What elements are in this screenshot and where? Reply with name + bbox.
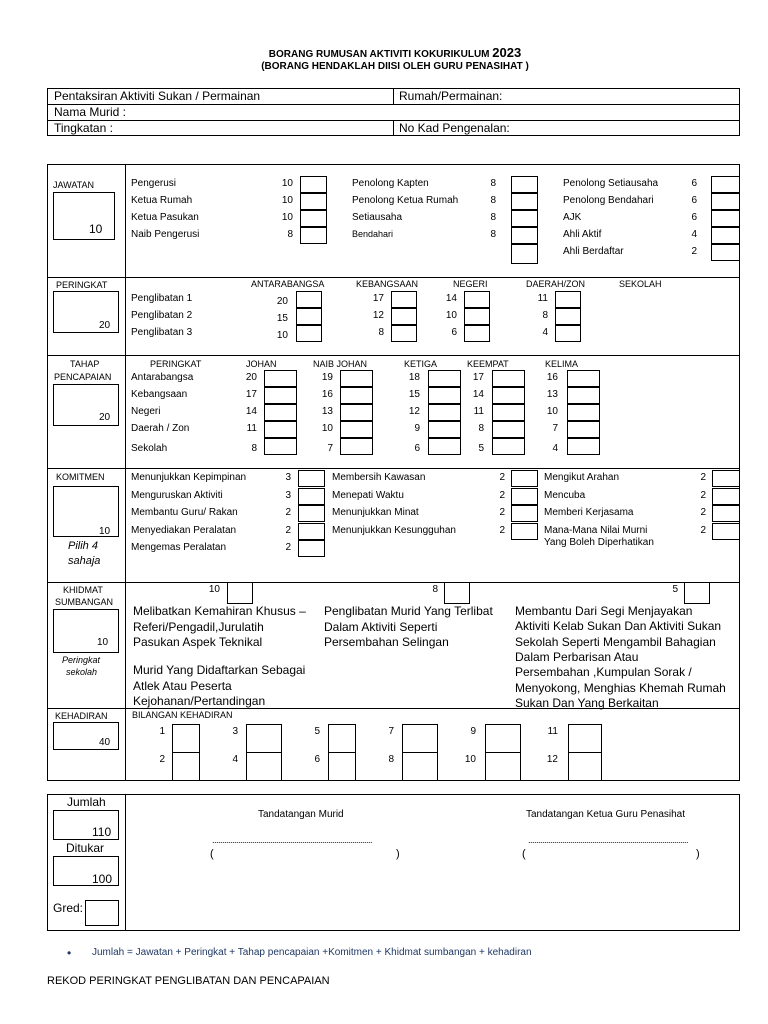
tahap-checkbox[interactable] [340, 387, 373, 404]
tahap-points: 13 [321, 406, 333, 417]
kehadiran-number: 10 [464, 754, 476, 765]
tahap-checkbox[interactable] [567, 421, 600, 438]
tahap-checkbox[interactable] [264, 387, 297, 404]
khidmat-note-2: sekolah [66, 667, 98, 677]
peringkat-label: PERINGKAT [56, 280, 108, 290]
khidmat-label: KHIDMAT [63, 585, 103, 595]
komitmen-checkbox[interactable] [298, 470, 325, 487]
tt-murid-dots[interactable]: ................................................................................ [212, 835, 373, 845]
tt-guru-dots[interactable]: ................................................................................ [528, 835, 689, 845]
jawatan-checkbox[interactable] [711, 193, 740, 210]
tahap-checkbox[interactable] [264, 438, 297, 455]
jawatan-option-points: 6 [691, 212, 697, 223]
kehadiran-number: 7 [388, 726, 394, 737]
peringkat-points: 8 [378, 327, 384, 338]
tahap-checkbox[interactable] [492, 421, 525, 438]
khidmat-desc-line: Persembahan Selingan [324, 635, 449, 649]
tahap-checkbox[interactable] [567, 387, 600, 404]
kehadiran-number: 12 [546, 754, 558, 765]
peringkat-points: 20 [276, 296, 288, 307]
jawatan-option-points: 8 [287, 229, 293, 240]
kehadiran-checkbox[interactable] [328, 724, 356, 753]
tahap-header: PERINGKAT [150, 359, 202, 369]
peringkat-points: 6 [451, 327, 457, 338]
jawatan-option-label: Pengerusi [131, 178, 177, 189]
khidmat-checkbox[interactable] [684, 582, 710, 604]
komitmen-checkbox[interactable] [511, 505, 538, 522]
komitmen-label: KOMITMEN [56, 472, 105, 482]
kehadiran-checkbox[interactable] [568, 752, 602, 781]
komitmen-option-label: Memberi Kerjasama [544, 507, 634, 518]
jawatan-option-label: Ahli Berdaftar [563, 246, 624, 257]
khidmat-checkbox[interactable] [444, 582, 470, 604]
khidmat-desc-line: Persembahan ,Kumpulan Sorak / [515, 665, 692, 680]
tahap-points: 7 [552, 423, 558, 434]
khidmat-note: Peringkat [62, 655, 101, 665]
jawatan-option-points: 8 [490, 195, 496, 206]
tahap-points: 14 [245, 406, 257, 417]
tahap-score: 20 [99, 412, 111, 423]
komitmen-option-label: Membersih Kawasan [332, 472, 426, 483]
komitmen-note-2: sahaja [68, 555, 101, 567]
tahap-checkbox[interactable] [567, 404, 600, 421]
form-subtitle: (BORANG HENDAKLAH DIISI OLEH GURU PENASIHAT ) [261, 61, 529, 72]
jawatan-option-points: 8 [490, 212, 496, 223]
tt-murid-close: ) [396, 848, 400, 860]
peringkat-header: KEBANGSAAN [356, 279, 419, 289]
tahap-header: JOHAN [246, 359, 277, 369]
tahap-points: 20 [245, 372, 257, 383]
peringkat-checkbox[interactable] [296, 325, 322, 342]
jawatan-option-points: 10 [281, 212, 293, 223]
jawatan-checkbox[interactable] [711, 176, 740, 193]
khidmat-points: 5 [672, 584, 678, 595]
komitmen-option-points: 2 [285, 542, 291, 553]
peringkat-points: 15 [276, 313, 288, 324]
jawatan-option-label: Setiausaha [352, 212, 403, 223]
khidmat-checkbox[interactable] [227, 582, 253, 604]
jawatan-option-label: Penolong Kapten [352, 178, 429, 189]
tahap-points: 10 [546, 406, 558, 417]
gred-box[interactable] [85, 900, 119, 926]
komitmen-option-points: 2 [499, 472, 505, 483]
khidmat-points: 8 [432, 584, 438, 595]
kehadiran-checkbox[interactable] [328, 752, 356, 781]
peringkat-checkbox[interactable] [391, 291, 417, 308]
jumlah-label: Jumlah [67, 795, 106, 809]
note-bullet: • [67, 946, 72, 960]
peringkat-checkbox[interactable] [464, 325, 490, 342]
tahap-checkbox[interactable] [567, 370, 600, 387]
jawatan-option-points: 10 [281, 195, 293, 206]
komitmen-option-label: Menunjukkan Kesungguhan [332, 524, 456, 536]
tahap-checkbox[interactable] [340, 438, 373, 455]
kehadiran-score: 40 [99, 737, 111, 748]
tahap-points: 9 [414, 423, 420, 434]
kehadiran-checkbox[interactable] [568, 724, 602, 753]
komitmen-option-points: 2 [700, 489, 706, 501]
komitmen-option-points: 3 [285, 489, 291, 501]
peringkat-checkbox[interactable] [555, 308, 581, 325]
khidmat-desc-line: Sekolah Seperti Mengambil Bahagian [515, 634, 716, 649]
komitmen-option-points: 2 [499, 507, 505, 518]
jawatan-checkbox[interactable] [300, 210, 327, 227]
khidmat-desc-line: Murid Yang Didaftarkan Sebagai [133, 663, 306, 677]
tt-murid-open: ( [210, 848, 214, 860]
komitmen-option-label: Mencuba [544, 489, 586, 501]
komitmen-option-points: 2 [700, 507, 706, 518]
gred-label: Gred: [53, 901, 84, 915]
jawatan-option-points: 8 [490, 178, 496, 189]
komitmen-option-label: Menunjukkan Minat [332, 507, 419, 518]
khidmat-desc-line: Sukan Dan Yang Berkaitan [515, 695, 659, 710]
jawatan-option-label: Ahli Aktif [563, 229, 602, 240]
tahap-header: KETIGA [404, 359, 438, 369]
kehadiran-checkbox[interactable] [402, 724, 438, 753]
kad-pengenalan-field[interactable]: No Kad Pengenalan: [399, 121, 510, 135]
komitmen-option-label: Mana-Mana Nilai Murni [544, 524, 648, 536]
form-year: 2023 [492, 45, 522, 60]
komitmen-checkbox[interactable] [511, 488, 538, 505]
tahap-points: 7 [327, 443, 333, 454]
khidmat-desc-line: Dalam Perbarisan Atau [515, 649, 639, 664]
peringkat-checkbox[interactable] [391, 308, 417, 325]
tahap-points: 16 [321, 389, 333, 400]
jawatan-checkbox[interactable] [300, 176, 327, 193]
tahap-points: 6 [414, 443, 420, 454]
kehadiran-number: 2 [159, 754, 165, 765]
tahap-points: 12 [408, 406, 420, 417]
kehadiran-checkbox[interactable] [485, 752, 521, 781]
jawatan-option-label: Ketua Pasukan [131, 212, 199, 223]
komitmen-option-label: Mengikut Arahan [544, 472, 620, 483]
tahap-checkbox[interactable] [492, 370, 525, 387]
kehadiran-number: 11 [547, 726, 558, 737]
jawatan-checkbox[interactable] [511, 193, 538, 210]
tt-guru-open: ( [522, 848, 526, 860]
jawatan-option-label: AJK [563, 212, 582, 223]
jawatan-option-label: Naib Pengerusi [131, 229, 200, 240]
jawatan-option-label: Penolong Setiausaha [563, 178, 659, 189]
peringkat-header: ANTARABANGSA [251, 279, 325, 289]
komitmen-option-label: Menyediakan Peralatan [131, 524, 237, 536]
komitmen-option-label: Menunjukkan Kepimpinan [131, 472, 247, 483]
tahap-header: KEEMPAT [467, 359, 509, 369]
rumah-field[interactable]: Rumah/Permainan: [399, 89, 503, 103]
form-title-text: BORANG RUMUSAN AKTIVITI KOKURIKULUM [268, 49, 490, 60]
komitmen-option-points: 2 [700, 472, 706, 483]
jawatan-checkbox[interactable] [300, 193, 327, 210]
komitmen-checkbox[interactable] [298, 540, 325, 557]
kehadiran-number: 6 [314, 754, 320, 765]
komitmen-checkbox[interactable] [298, 505, 325, 522]
peringkat-checkbox[interactable] [296, 308, 322, 325]
tahap-row-label: Daerah / Zon [131, 423, 190, 434]
tahap-points: 11 [246, 423, 257, 434]
peringkat-row-label: Penglibatan 2 [131, 310, 193, 321]
tahap-points: 13 [546, 389, 558, 400]
tahap-checkbox[interactable] [340, 404, 373, 421]
tahap-checkbox[interactable] [492, 438, 525, 455]
komitmen-option-points: 2 [285, 507, 291, 518]
kehadiran-header: BILANGAN KEHADIRAN [132, 710, 233, 720]
tahap-points: 17 [245, 389, 257, 400]
jawatan-option-points: 8 [490, 229, 496, 240]
jawatan-option-points: 6 [691, 195, 697, 206]
komitmen-option-points: 2 [700, 524, 706, 536]
jawatan-option-points: 4 [691, 229, 697, 240]
peringkat-checkbox[interactable] [464, 308, 490, 325]
khidmat-desc-line: Menyokong, Menghias Khemah Rumah [515, 680, 726, 695]
kehadiran-checkbox[interactable] [172, 752, 200, 781]
komitmen-note: Pilih 4 [68, 540, 98, 552]
khidmat-desc-line: Dalam Aktiviti Seperti [324, 619, 438, 634]
khidmat-desc-line: Kejohanan/Pertandingan [133, 694, 266, 708]
komitmen-checkbox[interactable] [298, 488, 325, 505]
tahap-checkbox[interactable] [340, 370, 373, 387]
tt-murid-label: Tandatangan Murid [258, 809, 344, 820]
khidmat-desc-line: Membantu Dari Segi Menjayakan [515, 604, 693, 618]
kehadiran-label: KEHADIRAN [55, 711, 108, 721]
tahap-header: KELIMA [545, 359, 579, 369]
komitmen-checkbox[interactable] [511, 470, 538, 487]
jawatan-checkbox[interactable] [711, 244, 740, 261]
jumlah-value: 110 [92, 825, 112, 839]
ditukar-value: 100 [92, 872, 113, 886]
kehadiran-checkbox[interactable] [246, 752, 282, 781]
jawatan-checkbox[interactable] [511, 210, 538, 227]
jawatan-checkbox[interactable] [300, 227, 327, 244]
tahap-points: 8 [251, 443, 257, 454]
komitmen-score: 10 [99, 526, 111, 537]
kehadiran-checkbox[interactable] [485, 724, 521, 753]
kehadiran-number: 5 [314, 726, 320, 737]
komitmen-option-label: Menguruskan Aktiviti [131, 489, 223, 501]
jawatan-option-label: Penolong Bendahari [563, 195, 654, 206]
peringkat-points: 4 [542, 327, 548, 338]
komitmen-option-points: 2 [285, 524, 291, 536]
peringkat-header: DAERAH/ZON [526, 279, 586, 289]
jawatan-option-label: Bendahari [352, 229, 394, 239]
pentaksiran-label: Pentaksiran Aktiviti Sukan / Permainan [54, 89, 261, 103]
tahap-label-2: PENCAPAIAN [54, 372, 112, 382]
tahap-checkbox[interactable] [492, 387, 525, 404]
khidmat-desc-line: Pasukan Aspek Teknikal [133, 635, 263, 649]
kehadiran-number: 4 [232, 754, 238, 765]
ditukar-label: Ditukar [66, 841, 105, 855]
tahap-checkbox[interactable] [264, 421, 297, 438]
peringkat-points: 12 [372, 310, 384, 321]
peringkat-header: NEGERI [453, 279, 488, 289]
note-text: Jumlah = Jawatan + Peringkat + Tahap pencapaian +Komitmen + Khidmat sumbangan + kehadiran [92, 947, 532, 958]
kehadiran-number: 9 [470, 726, 476, 737]
tahap-row-label: Sekolah [131, 443, 168, 454]
peringkat-score: 20 [99, 320, 111, 331]
tahap-checkbox[interactable] [492, 404, 525, 421]
tahap-points: 18 [408, 372, 420, 383]
peringkat-points: 17 [372, 293, 384, 304]
nama-murid-field[interactable]: Nama Murid : [54, 105, 127, 119]
jawatan-option-points: 10 [281, 178, 293, 189]
jawatan-option-label: Ketua Rumah [131, 195, 193, 206]
komitmen-checkbox[interactable] [712, 488, 740, 505]
khidmat-label-2: SUMBANGAN [55, 597, 114, 607]
komitmen-checkbox[interactable] [712, 470, 740, 487]
komitmen-option-points: 2 [499, 524, 505, 536]
khidmat-score: 10 [97, 637, 109, 648]
tahap-header: NAIB JOHAN [313, 359, 368, 369]
jawatan-score: 10 [89, 222, 103, 236]
peringkat-checkbox[interactable] [296, 291, 322, 308]
kehadiran-number: 1 [159, 726, 165, 737]
tahap-points: 5 [478, 443, 484, 454]
komitmen-option-label: Menepati Waktu [332, 489, 404, 501]
peringkat-points: 8 [542, 310, 548, 321]
tt-guru-label: Tandatangan Ketua Guru Penasihat [526, 809, 686, 820]
kehadiran-number: 8 [388, 754, 394, 765]
peringkat-row-label: Penglibatan 3 [131, 327, 193, 338]
komitmen-option-label: Membantu Guru/ Rakan [131, 507, 238, 518]
jawatan-checkbox[interactable] [511, 244, 538, 264]
khidmat-desc-line: Melibatkan Kemahiran Khusus – [133, 604, 306, 618]
tahap-points: 15 [408, 389, 420, 400]
komitmen-extra: Yang Boleh Diperhatikan [544, 537, 654, 548]
peringkat-points: 14 [445, 293, 457, 304]
peringkat-checkbox[interactable] [555, 291, 581, 308]
jawatan-score-box[interactable] [53, 192, 115, 240]
tahap-checkbox[interactable] [567, 438, 600, 455]
komitmen-option-label: Mengemas Peralatan [131, 542, 227, 553]
jawatan-checkbox[interactable] [711, 210, 740, 227]
tahap-label: TAHAP [70, 359, 100, 369]
footer-title: REKOD PERINGKAT PENGLIBATAN DAN PENCAPAIAN [47, 975, 330, 987]
tt-guru-close: ) [696, 848, 700, 860]
tahap-points: 11 [473, 406, 484, 417]
peringkat-checkbox[interactable] [555, 325, 581, 342]
kehadiran-checkbox[interactable] [246, 724, 282, 753]
peringkat-header: SEKOLAH [619, 279, 662, 289]
tahap-points: 8 [478, 423, 484, 434]
jawatan-checkbox[interactable] [711, 227, 740, 244]
tahap-checkbox[interactable] [264, 404, 297, 421]
komitmen-checkbox[interactable] [298, 523, 325, 540]
tahap-row-label: Negeri [131, 406, 161, 417]
tingkatan-field[interactable]: Tingkatan : [54, 121, 113, 135]
tahap-points: 14 [472, 389, 484, 400]
jawatan-checkbox[interactable] [511, 176, 538, 193]
tahap-row-label: Kebangsaan [131, 389, 188, 400]
komitmen-checkbox[interactable] [511, 523, 538, 540]
tahap-points: 16 [546, 372, 558, 383]
peringkat-checkbox[interactable] [464, 291, 490, 308]
khidmat-desc-line: Aktiviti Kelab Sukan Dan Aktiviti Sukan [515, 619, 722, 634]
peringkat-points: 11 [537, 293, 548, 304]
khidmat-desc-line: Atlek Atau Peserta [133, 678, 232, 693]
jawatan-option-label: Penolong Ketua Rumah [352, 195, 459, 206]
khidmat-desc-line: Penglibatan Murid Yang Terlibat [324, 604, 493, 618]
komitmen-checkbox[interactable] [712, 505, 740, 522]
tahap-points: 19 [321, 372, 333, 383]
tahap-points: 4 [552, 443, 558, 454]
jawatan-option-points: 2 [691, 246, 697, 257]
jawatan-option-points: 6 [691, 178, 697, 189]
peringkat-points: 10 [445, 310, 457, 321]
jawatan-label: JAWATAN [53, 180, 94, 190]
peringkat-points: 10 [276, 330, 288, 341]
kehadiran-checkbox[interactable] [402, 752, 438, 781]
kehadiran-checkbox[interactable] [172, 724, 200, 753]
tahap-row-label: Antarabangsa [131, 372, 194, 383]
kehadiran-number: 3 [232, 726, 238, 737]
jawatan-checkbox[interactable] [511, 227, 538, 244]
form-title [0, 46, 768, 60]
komitmen-checkbox[interactable] [712, 523, 740, 540]
peringkat-row-label: Penglibatan 1 [131, 293, 193, 304]
tahap-checkbox[interactable] [264, 370, 297, 387]
tahap-points: 17 [472, 372, 484, 383]
khidmat-points: 10 [208, 584, 220, 595]
tahap-checkbox[interactable] [340, 421, 373, 438]
khidmat-desc-line: Referi/Pengadil,Jurulatih [133, 619, 264, 634]
peringkat-checkbox[interactable] [391, 325, 417, 342]
khidmat-score-box[interactable] [53, 609, 119, 653]
komitmen-option-points: 2 [499, 489, 505, 501]
tahap-points: 10 [321, 423, 333, 434]
komitmen-option-points: 3 [285, 472, 291, 483]
